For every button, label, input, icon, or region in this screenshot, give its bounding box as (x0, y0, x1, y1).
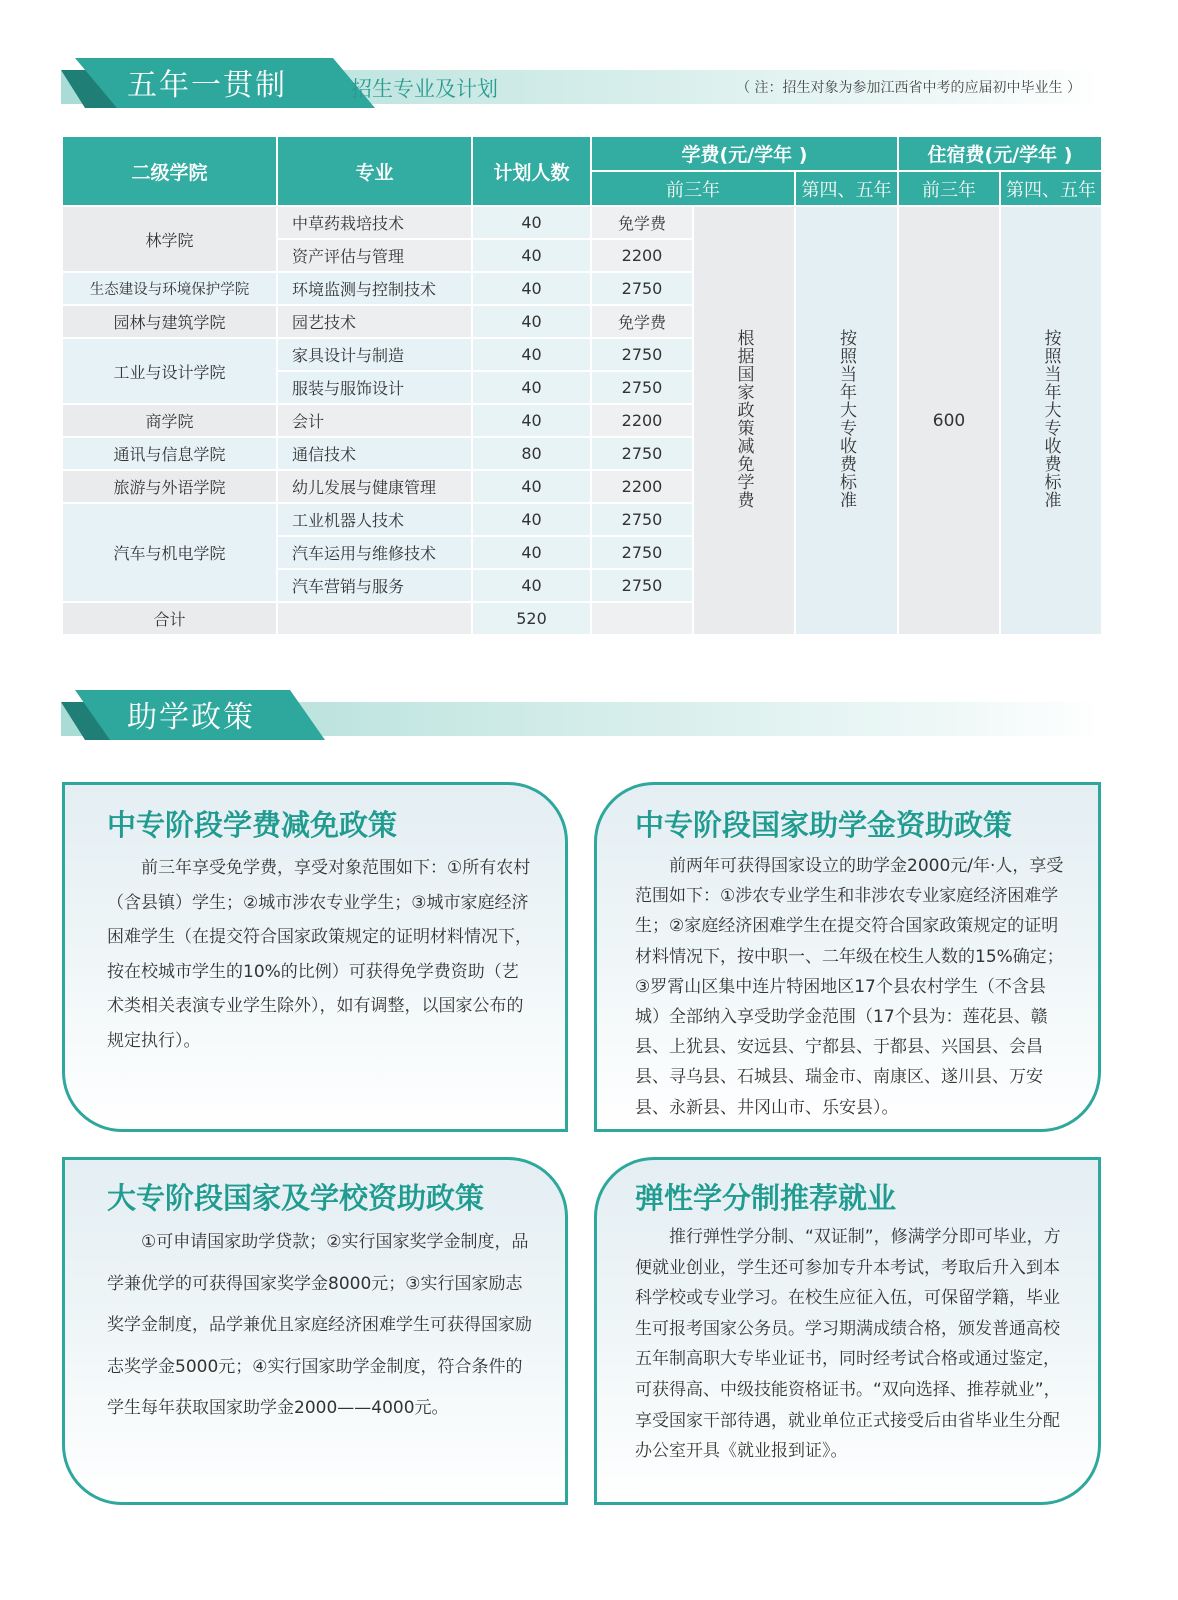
fee-cell: 免学费 (591, 305, 693, 338)
college-cell: 园林与建筑学院 (62, 305, 277, 338)
major-cell: 汽车营销与服务 (277, 569, 472, 602)
major-cell: 资产评估与管理 (277, 239, 472, 272)
quota-cell: 40 (472, 239, 591, 272)
college-cell: 汽车与机电学院 (62, 503, 277, 602)
fee-cell: 2750 (591, 569, 693, 602)
major-cell: 会计 (277, 404, 472, 437)
total-major-empty (277, 602, 472, 635)
major-cell: 中草药栽培技术 (277, 206, 472, 239)
college-cell: 通讯与信息学院 (62, 437, 277, 470)
card-body: ①可申请国家助学贷款；②实行国家奖学金制度，品学兼优学的可获得国家奖学金8000元；③实行国家励志奖学金制度，品学兼优且家庭经济困难学生可获得国家励志奖学金5000元；④实行国家助学金制度，符合条件的学生每年获取国家助学金2000——4000元。 (107, 1232, 532, 1418)
fee-cell: 2750 (591, 536, 693, 569)
major-cell: 环境监测与控制技术 (277, 272, 472, 305)
total-fee-empty (591, 602, 693, 635)
tuition-first-note: 根据国家政策减免学费 (693, 206, 795, 635)
major-cell: 家具设计与制造 (277, 338, 472, 371)
header-lodging: 住宿费(元/学年 ) (898, 136, 1102, 171)
section-title: 助学政策 (127, 700, 255, 735)
fee-cell: 2200 (591, 470, 693, 503)
major-cell: 工业机器人技术 (277, 503, 472, 536)
section-subtitle: 招生专业及计划 (351, 77, 498, 101)
quota-cell: 40 (472, 206, 591, 239)
header-tuition-later: 第四、五年 (795, 171, 898, 206)
card-title: 大专阶段国家及学校资助政策 (107, 1181, 485, 1215)
fee-cell: 2200 (591, 239, 693, 272)
header-lodging-first: 前三年 (898, 171, 1000, 206)
card-title: 弹性学分制推荐就业 (635, 1181, 897, 1215)
section-header-aid (61, 696, 1101, 740)
header-quota: 计划人数 (472, 136, 591, 206)
total-quota: 520 (472, 602, 591, 635)
policy-card-tuition-waiver (62, 782, 568, 1132)
college-cell: 生态建设与环境保护学院 (62, 272, 277, 305)
header-tuition-first: 前三年 (591, 171, 795, 206)
section-title: 五年一贯制 (127, 68, 287, 103)
college-cell: 商学院 (62, 404, 277, 437)
card-title: 中专阶段学费减免政策 (107, 808, 398, 842)
policy-card-employment (594, 1157, 1101, 1505)
major-cell: 园艺技术 (277, 305, 472, 338)
quota-cell: 40 (472, 536, 591, 569)
table-row (62, 206, 1102, 239)
policy-card-college-aid (62, 1157, 568, 1505)
quota-cell: 40 (472, 503, 591, 536)
header-tuition: 学费(元/学年 ) (591, 136, 898, 171)
quota-cell: 80 (472, 437, 591, 470)
fee-cell: 2750 (591, 272, 693, 305)
header-lodging-later: 第四、五年 (1000, 171, 1102, 206)
fee-cell: 2750 (591, 371, 693, 404)
fee-cell: 2750 (591, 437, 693, 470)
major-cell: 通信技术 (277, 437, 472, 470)
quota-cell: 40 (472, 404, 591, 437)
quota-cell: 40 (472, 569, 591, 602)
major-cell: 幼儿发展与健康管理 (277, 470, 472, 503)
lodging-later-note: 按照当年大专收费标准 (1000, 206, 1102, 635)
header-major: 专业 (277, 136, 472, 206)
card-body: 推行弹性学分制、“双证制”，修满学分即可毕业，方便就业创业，学生还可参加专升本考试，考取后升入到本科学校或专业学习。在校生应征入伍，可保留学籍，毕业生可报考国家公务员。学习期满成绩合格，颁发普通高校五年制高职大专毕业证书，同时经考试合格或通过鉴定，可获得高、中级技能资格证书。“双向选择、推荐就业”，享受国家干部待遇，就业单位正式接受后由省毕业生分配办公室开具《就业报到证》。 (635, 1227, 1061, 1462)
card-title: 中专阶段国家助学金资助政策 (635, 808, 1013, 842)
lodging-first-value: 600 (898, 206, 1000, 635)
card-body: 前两年可获得国家设立的助学金2000元/年·人，享受范围如下：①涉农专业学生和非涉农专业家庭经济困难学生；②家庭经济困难学生在提交符合国家政策规定的证明材料情况下，按中职一、二年级在校生人数的15%确定；③罗霄山区集中连片特困地区17个县农村学生（不含县城）全部纳入享受助学金范围（17个县为：莲花县、赣县、上犹县、安远县、宁都县、于都县、兴国县、会昌县、寻乌县、石城县、瑞金市、南康区、遂川县、万安县、永新县、井冈山市、乐安县）。 (635, 856, 1064, 1118)
college-cell: 工业与设计学院 (62, 338, 277, 404)
section-note: （ 注：招生对象为参加江西省中考的应届初中毕业生 ） (736, 80, 1081, 96)
quota-cell: 40 (472, 338, 591, 371)
fee-cell: 2750 (591, 338, 693, 371)
policy-card-national-grant (594, 782, 1101, 1132)
quota-cell: 40 (472, 272, 591, 305)
header-college: 二级学院 (62, 136, 277, 206)
total-label: 合计 (62, 602, 277, 635)
tuition-later-note: 按照当年大专收费标准 (795, 206, 898, 635)
major-cell: 汽车运用与维修技术 (277, 536, 472, 569)
fee-cell: 免学费 (591, 206, 693, 239)
college-cell: 林学院 (62, 206, 277, 272)
quota-cell: 40 (472, 470, 591, 503)
fee-cell: 2200 (591, 404, 693, 437)
major-cell: 服装与服饰设计 (277, 371, 472, 404)
quota-cell: 40 (472, 371, 591, 404)
card-body: 前三年享受免学费，享受对象范围如下：①所有农村（含县镇）学生；②城市涉农专业学生；③城市家庭经济困难学生（在提交符合国家政策规定的证明材料情况下，按在校城市学生的10%的比例）可获得免学费资助（艺术类相关表演专业学生除外），如有调整，以国家公布的规定执行）。 (107, 858, 532, 1051)
quota-cell: 40 (472, 305, 591, 338)
college-cell: 旅游与外语学院 (62, 470, 277, 503)
section-header-enrollment (61, 64, 1101, 108)
enrollment-table (61, 135, 1103, 636)
fee-cell: 2750 (591, 503, 693, 536)
